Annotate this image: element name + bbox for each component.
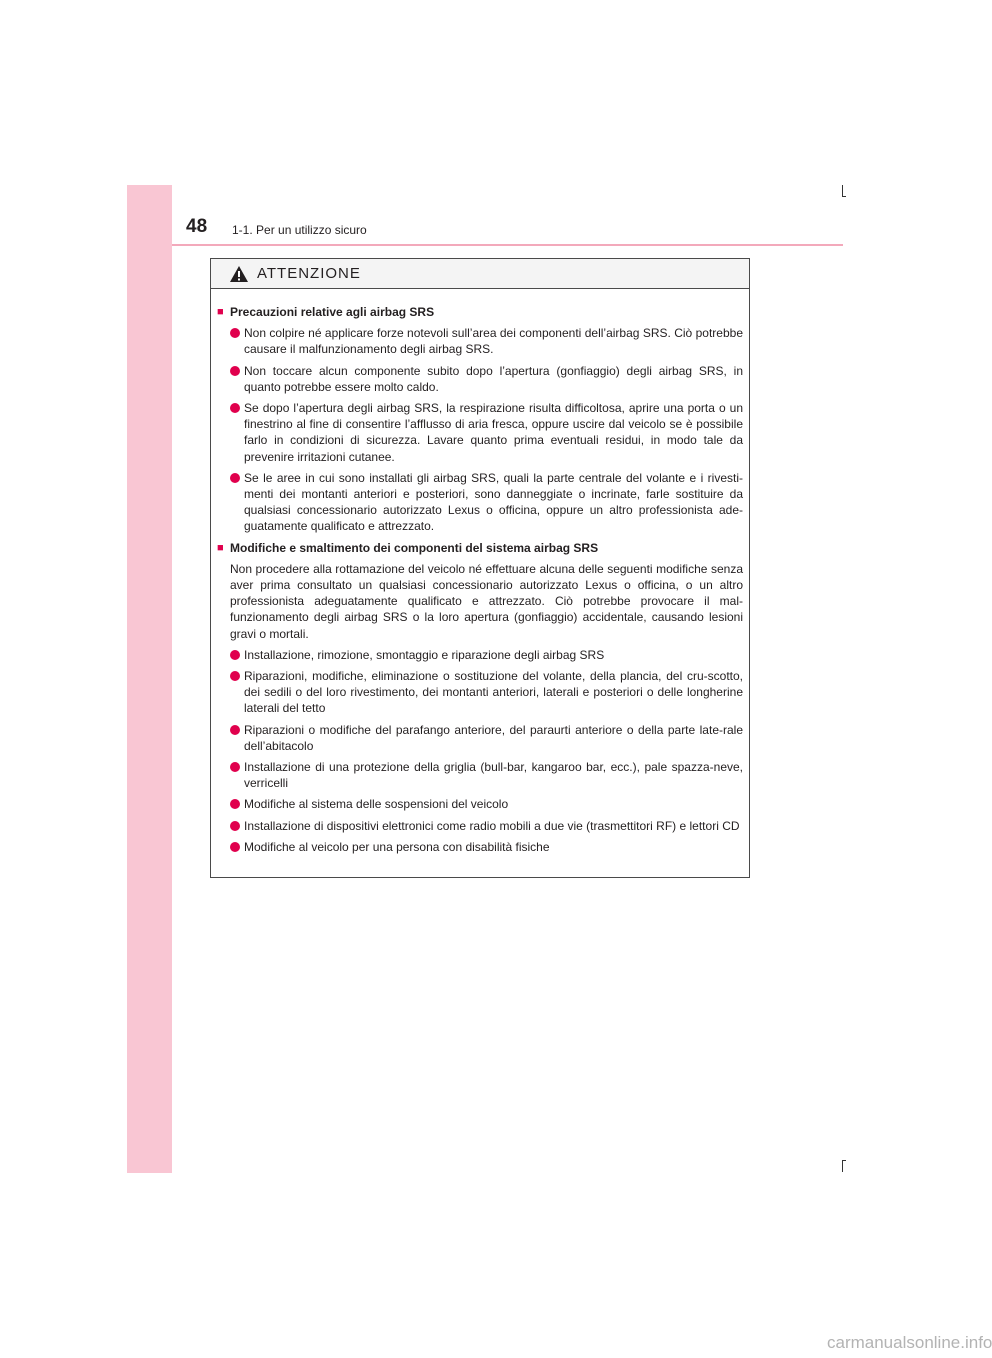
list-item: Modifiche al veicolo per una persona con disabilità fisiche	[230, 839, 743, 855]
bullet-dot-icon	[230, 821, 240, 831]
section-heading: ■ Precauzioni relative agli airbag SRS	[217, 305, 435, 319]
section-title: 1-1. Per un utilizzo sicuro	[232, 223, 367, 237]
warning-title: ATTENZIONE	[257, 265, 361, 282]
bullet-dot-icon	[230, 403, 240, 413]
bullet-dot-icon	[230, 762, 240, 772]
list-item: Se dopo l’apertura degli airbag SRS, la respirazione risulta difficoltosa, aprire una porta o un finestrino al fine di consentire l’afflusso di aria fresca, oppure uscire dal veicolo se è possibile farlo in condizioni di sicurezza. Lavare quanto prima eventuali residui, in modo tale da prevenire irritazioni cutanee.	[230, 400, 743, 465]
crop-mark-top-right-foot	[842, 196, 846, 197]
bullet-dot-icon	[230, 799, 240, 809]
list-item: Non colpire né applicare forze notevoli sull’area dei componenti dell’airbag SRS. Ciò potrebbe causare il malfunzionamento degli airbag SRS.	[230, 325, 743, 357]
bullet-dot-icon	[230, 473, 240, 483]
crop-mark-bottom-right	[842, 1160, 843, 1172]
square-bullet-icon: ■	[217, 541, 224, 554]
section-heading: ■ Modifiche e smaltimento dei componenti del sistema airbag SRS	[217, 540, 599, 555]
bullet-dot-icon	[230, 842, 240, 852]
list-item: Installazione di dispositivi elettronici come radio mobili a due vie (trasmettitori RF) e lettori CD	[230, 818, 743, 834]
crop-mark-bottom-right-foot	[842, 1160, 846, 1161]
list-item: Modifiche al sistema delle sospensioni del veicolo	[230, 796, 743, 812]
list-item: Se le aree in cui sono installati gli airbag SRS, quali la parte centrale del volante e i rivesti-menti dei montanti anteriori e posteriori, sono danneggiate o incrinate, farle sostituire da qualsiasi concessionario autorizzato Lexus o officina, oppure un altro professionista ade-guatamente qualificato e attrezzato.	[230, 470, 743, 535]
section-paragraph: Non procedere alla rottamazione del veicolo né effettuare alcuna delle seguenti modifiche senza aver prima consultato un qualsiasi concessionario autorizzato Lexus o officina, o un altro professionista adeguatamente qualificato e attrezzato. Ciò potrebbe provocare il mal-funzionamento degli airbag SRS o la loro apertura (gonfiaggio) accidentale, causando lesioni gravi o mortali.	[230, 561, 743, 641]
page-number: 48	[186, 216, 208, 237]
bullet-dot-icon	[230, 366, 240, 376]
header-rule	[172, 244, 843, 246]
warning-header	[211, 259, 749, 289]
list-item: Installazione di una protezione della griglia (bull-bar, kangaroo bar, ecc.), pale spazza-neve, verricelli	[230, 759, 743, 791]
side-color-band	[127, 185, 172, 1173]
warning-triangle-icon	[229, 265, 249, 283]
square-bullet-icon: ■	[217, 306, 224, 318]
list-item: Non toccare alcun componente subito dopo l’apertura (gonfiaggio) degli airbag SRS, in quanto potrebbe essere molto caldo.	[230, 363, 743, 395]
warning-box	[210, 258, 750, 878]
footer-watermark: carmanualsonline.info	[827, 1333, 992, 1352]
bullet-dot-icon	[230, 650, 240, 660]
bullet-dot-icon	[230, 671, 240, 681]
list-item: Riparazioni o modifiche del parafango anteriore, del paraurti anteriore o della parte late-rale dell’abitacolo	[230, 722, 743, 754]
warning-body	[211, 289, 749, 855]
bullet-dot-icon	[230, 328, 240, 338]
bullet-dot-icon	[230, 725, 240, 735]
list-item: Riparazioni, modifiche, eliminazione o sostituzione del volante, della plancia, del cru-scotto, dei sedili o del loro rivestimento, dei montanti anteriori, laterali e posteriori o delle longherine laterali del tetto	[230, 668, 743, 717]
list-item: Installazione, rimozione, smontaggio e riparazione degli airbag SRS	[230, 647, 743, 663]
